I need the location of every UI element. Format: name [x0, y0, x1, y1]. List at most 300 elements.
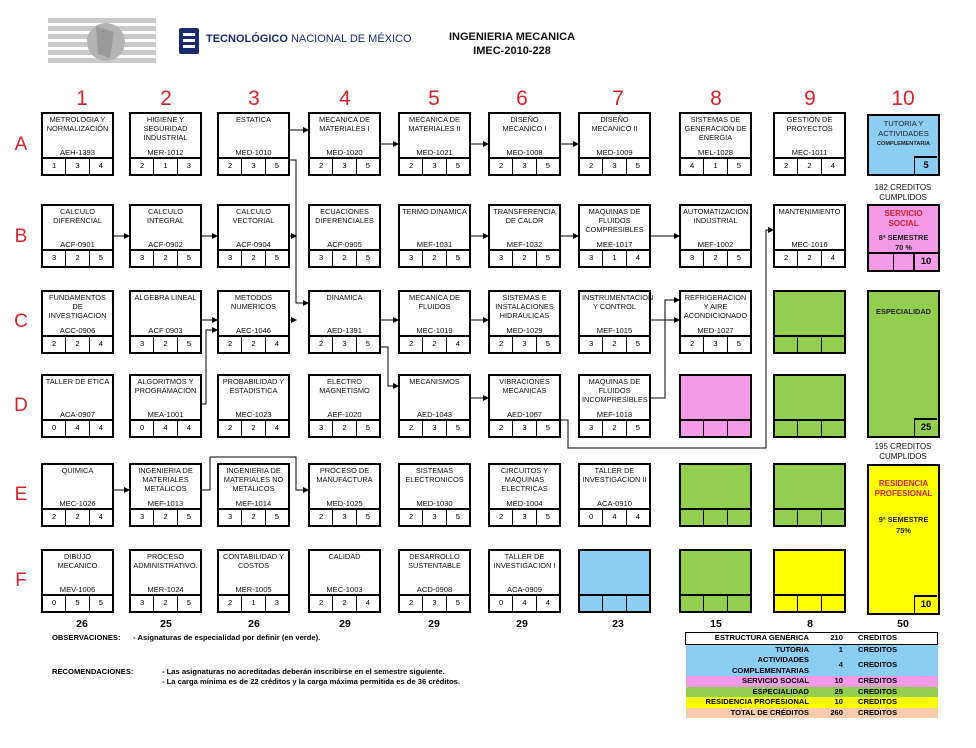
- course-code: MEF-1032: [506, 240, 543, 249]
- course-name: SISTEMAS E INSTALACIONES HIDRAULICAS: [495, 293, 554, 320]
- credit-cell: 2: [242, 251, 265, 266]
- course-credits: [43, 419, 112, 436]
- credit-cell: 2: [310, 596, 333, 611]
- placeholder-box-green: [679, 463, 752, 527]
- course-c5: [398, 290, 471, 354]
- course-e6: [488, 463, 561, 527]
- course-code: MED-1025: [326, 499, 363, 508]
- course-name: CALCULO VECTORIAL: [232, 207, 275, 225]
- credit-cell: 3: [219, 510, 242, 525]
- course-credits: [131, 419, 200, 436]
- course-credits: [580, 419, 649, 436]
- course-code: MED-1027: [697, 326, 734, 335]
- credit-cell: 2: [154, 251, 177, 266]
- course-code: MEF-1002: [697, 240, 734, 249]
- course-name: TERMO DINAMICA: [402, 207, 467, 216]
- credit-cell: 3: [310, 251, 333, 266]
- course-name: HIGIENE Y SEGURIDAD INDUSTRIAL: [143, 115, 188, 142]
- course-name: PROCESO DE MANUFACTURA: [316, 466, 373, 484]
- credit-cell: 2: [154, 337, 177, 352]
- credit-cell: 3: [274, 598, 279, 607]
- course-credits: [775, 249, 844, 266]
- credit-cell: 4: [98, 512, 103, 521]
- course-name: METODOS NUMERICOS: [230, 293, 277, 311]
- course-credits: [580, 249, 649, 266]
- course-code: MEC-1003: [326, 585, 363, 594]
- course-c1: [41, 290, 114, 354]
- course-d7: [578, 374, 651, 438]
- credit-cell: 3: [131, 251, 154, 266]
- credit-cell: 1: [43, 159, 66, 174]
- credit-cell: 4: [830, 161, 835, 170]
- servicio-pct: 70 %: [895, 243, 912, 252]
- course-name: INGENIERIA DE MATERIALES NO METALICOS: [223, 466, 284, 493]
- semester-number-8: 8: [710, 87, 722, 110]
- credit-cell: 3: [423, 159, 446, 174]
- course-code: ACA-0909: [506, 585, 543, 594]
- credit-cell: 2: [66, 510, 89, 525]
- summary-value: 210: [830, 633, 843, 642]
- credit-cell: 5: [736, 161, 741, 170]
- credit-cell: 5: [545, 339, 550, 348]
- credit-cell: 4: [455, 339, 460, 348]
- course-credits: [490, 335, 559, 352]
- course-code: MEF-1014: [235, 499, 272, 508]
- course-code: ACF-0905: [327, 240, 362, 249]
- summary-label: SERVICIO SOCIAL: [742, 676, 809, 685]
- course-name: MECANICA DE MATERIALES II: [408, 115, 461, 133]
- course-credits: [580, 335, 649, 352]
- row-letter-d: D: [14, 395, 28, 416]
- summary-row: [686, 644, 938, 655]
- credit-cell: 5: [455, 253, 460, 262]
- summary-label: TUTORIA: [775, 644, 809, 654]
- course-name: DESARROLLO SUSTENTABLE: [408, 552, 461, 570]
- credit-cell: 3: [131, 337, 154, 352]
- summary-value: 1: [838, 644, 843, 654]
- semester-total-1: 26: [76, 618, 88, 630]
- credits-summary-table: [685, 632, 938, 718]
- servicio-semestre: 8ª SEMESTRE: [878, 233, 929, 242]
- course-name: ECUACIONES DIFERENCIALES: [315, 207, 374, 225]
- credit-cell: 2: [333, 251, 356, 266]
- course-code: AEH-1393: [59, 148, 96, 157]
- credit-cell: 5: [455, 512, 460, 521]
- servicio-credits: 10: [914, 252, 937, 270]
- course-name: DISEÑO MECANICO II: [591, 115, 638, 133]
- course-name: SISTEMAS DE GENERACION DE ENERGIA: [684, 115, 747, 142]
- course-f5: [398, 549, 471, 613]
- especialidad-label: ESPECIALIDAD: [875, 307, 932, 316]
- course-name: GESTION DE PROYECTOS: [786, 115, 833, 133]
- course-name: CALIDAD: [328, 552, 361, 561]
- course-code: ACC-0906: [59, 326, 96, 335]
- summary-value: 10: [834, 697, 843, 706]
- credit-cell: 3: [513, 421, 536, 436]
- course-name: DIBUJO MECANICO: [57, 552, 98, 570]
- semester-total-7: 23: [612, 618, 624, 630]
- credit-cell: 0: [580, 510, 603, 525]
- credit-cell: 3: [513, 159, 536, 174]
- course-name: AUTOMATIZACION INDUSTRIAL: [683, 207, 749, 225]
- course-credits: [310, 419, 379, 436]
- especialidad-box: [867, 290, 940, 438]
- summary-unit: CREDITOS: [858, 697, 898, 706]
- credit-cell: 5: [186, 598, 191, 607]
- credit-cell: 5: [365, 339, 370, 348]
- course-code: MED-1010: [235, 148, 272, 157]
- course-name: DINAMICA: [326, 293, 363, 302]
- credit-cell: 3: [423, 596, 446, 611]
- semester-number-7: 7: [612, 87, 624, 110]
- credit-cell: 3: [186, 161, 191, 170]
- summary-unit: CREDITOS: [858, 633, 898, 642]
- credit-cell: 4: [154, 421, 177, 436]
- course-code: ACD-0908: [416, 585, 453, 594]
- course-a1: [41, 112, 114, 176]
- course-code: MEF-1013: [147, 499, 184, 508]
- credit-cell: 3: [704, 337, 727, 352]
- credit-cell: 5: [365, 512, 370, 521]
- course-name: INGENIERIA DE MATERIALES METALICOS: [138, 466, 193, 493]
- credit-cell: 4: [274, 339, 279, 348]
- residencia-label: RESIDENCIA PROFESIONAL: [874, 479, 933, 498]
- course-credits: [131, 249, 200, 266]
- credits-note-182: 182 CREDITOS CUMPLIDOS: [874, 183, 932, 202]
- semester-number-10: 10: [891, 87, 915, 110]
- credit-cell: 2: [154, 596, 177, 611]
- credit-cell: 1: [154, 159, 177, 174]
- course-code: MEF-1031: [416, 240, 453, 249]
- course-credits: [580, 157, 649, 174]
- placeholder-box-green: [773, 290, 846, 354]
- course-code: MED-1030: [416, 499, 453, 508]
- credit-cell: 5: [186, 253, 191, 262]
- course-credits: [219, 594, 288, 611]
- course-credits: [43, 335, 112, 352]
- credit-cell: 3: [580, 421, 603, 436]
- course-a3: [217, 112, 290, 176]
- semester-number-4: 4: [339, 87, 351, 110]
- semester-number-5: 5: [428, 87, 440, 110]
- summary-unit: CREDITOS: [858, 644, 898, 654]
- course-c4: [308, 290, 381, 354]
- course-credits: [131, 335, 200, 352]
- summary-label: RESIDENCIA PROFESIONAL: [705, 697, 809, 706]
- course-credits: [400, 419, 469, 436]
- course-credits: [400, 157, 469, 174]
- tutoria-box: [867, 114, 940, 176]
- credit-cell: 4: [98, 339, 103, 348]
- summary-row: [686, 697, 938, 708]
- credit-cell: 4: [830, 253, 835, 262]
- course-credits: [43, 249, 112, 266]
- summary-value: 4: [838, 660, 843, 670]
- credit-cell: 1: [704, 159, 727, 174]
- course-a9: [773, 112, 846, 176]
- course-credits: [43, 157, 112, 174]
- course-credits: [219, 249, 288, 266]
- credit-cell: 3: [66, 159, 89, 174]
- credit-cell: 2: [513, 251, 536, 266]
- page-title: INGENIERIA MECANICA: [448, 31, 576, 43]
- placeholder-box-green: [679, 549, 752, 613]
- course-credits: [310, 157, 379, 174]
- course-code: MED-1004: [506, 499, 543, 508]
- course-credits: [219, 419, 288, 436]
- course-credits: [219, 508, 288, 525]
- credit-cell: 3: [43, 251, 66, 266]
- course-code: MEC-1016: [791, 240, 828, 249]
- course-d1: [41, 374, 114, 438]
- course-name: ALGORITMOS Y PROGRAMACION: [134, 377, 197, 395]
- course-name: CALCULO DIFERENCIAL: [53, 207, 102, 225]
- course-f4: [308, 549, 381, 613]
- course-credits: [681, 157, 750, 174]
- placeholder-box-yellow: [773, 549, 846, 613]
- arrow-a3-c4: [290, 160, 308, 303]
- course-code: MER-1012: [147, 148, 184, 157]
- credit-cell: 0: [43, 421, 66, 436]
- course-name: PROCESO ADMINISTRATIVO.: [133, 552, 198, 570]
- course-credits: [131, 157, 200, 174]
- course-d3: [217, 374, 290, 438]
- course-credits: [219, 335, 288, 352]
- credit-cell: 2: [603, 421, 626, 436]
- course-name: FUNDAMENTOS DE INVESTIGACION: [48, 293, 107, 320]
- credit-cell: 3: [423, 510, 446, 525]
- credit-cell: 3: [219, 251, 242, 266]
- course-name: VIBRACIONES MECANICAS: [499, 377, 550, 395]
- course-code: MED-1020: [326, 148, 363, 157]
- credit-cell: 2: [242, 337, 265, 352]
- course-name: CONTABILIDAD Y COSTOS: [223, 552, 284, 570]
- credit-cell: 5: [455, 423, 460, 432]
- course-name: PROBABILIDAD Y ESTADISTICA: [222, 377, 285, 395]
- course-code: MEL-1028: [697, 148, 734, 157]
- credit-cell: 2: [310, 337, 333, 352]
- placeholder-box-blue: [578, 549, 651, 613]
- course-name: MANTENIMIENTO: [778, 207, 841, 216]
- placeholder-box-pink: [679, 374, 752, 438]
- course-code: MEF-1015: [596, 326, 633, 335]
- credit-cell: 4: [274, 423, 279, 432]
- credit-cell: 4: [513, 596, 536, 611]
- semester-total-4: 29: [339, 618, 351, 630]
- credit-cell: 3: [580, 251, 603, 266]
- course-code: ACF 0903: [148, 326, 183, 335]
- semester-total-6: 29: [516, 618, 528, 630]
- row-letter-f: F: [15, 570, 27, 591]
- credit-cell: 5: [545, 423, 550, 432]
- course-credits: [131, 594, 200, 611]
- summary-unit: CREDITOS: [858, 707, 898, 717]
- credit-cell: 2: [219, 337, 242, 352]
- course-name: INSTRUMENTACION Y CONTROL: [582, 293, 654, 311]
- course-credits: [219, 157, 288, 174]
- credit-cell: 5: [545, 512, 550, 521]
- course-credits: [400, 335, 469, 352]
- credit-cell: 2: [704, 251, 727, 266]
- course-credits: [490, 594, 559, 611]
- credit-cell: 5: [455, 598, 460, 607]
- summary-unit: CREDITOS: [858, 686, 898, 696]
- course-code: MER-1024: [147, 585, 184, 594]
- course-name: MAQUINAS DE FLUIDOS COMPRESIBLES: [585, 207, 644, 234]
- course-credits: [681, 249, 750, 266]
- credit-cell: 2: [333, 596, 356, 611]
- placeholder-box-green: [773, 463, 846, 527]
- credit-cell: 5: [66, 596, 89, 611]
- course-f1: [41, 549, 114, 613]
- row-letter-e: E: [14, 484, 28, 505]
- credit-cell: 5: [98, 253, 103, 262]
- course-credits: [681, 335, 750, 352]
- course-code: MED-1008: [506, 148, 543, 157]
- course-a4: [308, 112, 381, 176]
- semester-total-10: 50: [897, 618, 909, 630]
- course-name: REFRIGERACION Y AIRE ACONDICIONADO: [683, 293, 748, 320]
- credit-cell: 2: [423, 251, 446, 266]
- course-code: MEE-1017: [596, 240, 633, 249]
- course-code: AED-1043: [416, 410, 453, 419]
- credit-cell: 2: [400, 159, 423, 174]
- course-c7: [578, 290, 654, 354]
- course-a7: [578, 112, 651, 176]
- course-code: ACF-0901: [60, 240, 95, 249]
- course-name: TRANSFERENCIA DE CALOR: [493, 207, 556, 225]
- credit-cell: 2: [131, 159, 154, 174]
- credit-cell: 5: [98, 598, 103, 607]
- course-code: ACF-0904: [236, 240, 271, 249]
- credit-cell: 5: [635, 423, 640, 432]
- credit-cell: 5: [635, 339, 640, 348]
- course-credits: [310, 508, 379, 525]
- summary-label: ESPECIALIDAD: [752, 686, 809, 696]
- credit-cell: 5: [545, 253, 550, 262]
- course-code: MEC-1011: [791, 148, 828, 157]
- semester-total-3: 26: [248, 618, 260, 630]
- summary-label: TOTAL DE CRÉDITOS: [730, 707, 809, 717]
- course-code: ACF-0902: [148, 240, 183, 249]
- credit-cell: 2: [242, 510, 265, 525]
- course-a8: [679, 112, 752, 176]
- course-c2: [129, 290, 202, 354]
- row-letter-c: C: [14, 311, 28, 332]
- summary-label: ESTRUCTURA GENÉRICA: [714, 633, 809, 642]
- course-name: MECANICA DE MATERIALES I: [319, 115, 370, 133]
- tutoria-credits: 5: [914, 156, 937, 174]
- credit-cell: 5: [736, 339, 741, 348]
- row-letter-b: B: [14, 226, 28, 247]
- semester-total-5: 29: [428, 618, 440, 630]
- summary-row: [686, 676, 938, 687]
- course-credits: [775, 157, 844, 174]
- credit-cell: 2: [603, 337, 626, 352]
- credit-cell: 2: [400, 421, 423, 436]
- course-code: ACA-0910: [596, 499, 633, 508]
- semester-total-8: 15: [710, 618, 722, 630]
- course-c3: [217, 290, 290, 354]
- credit-cell: 4: [98, 423, 103, 432]
- credits-note-195: 195 CREDITOS CUMPLIDOS: [874, 442, 932, 461]
- course-credits: [400, 508, 469, 525]
- course-d2: [129, 374, 202, 438]
- summary-unit: CREDITOS: [858, 676, 898, 685]
- course-f6: [488, 549, 561, 613]
- course-name: QUIMICA: [61, 466, 94, 475]
- course-e4: [308, 463, 381, 527]
- course-credits: [43, 508, 112, 525]
- credit-cell: 3: [513, 510, 536, 525]
- credit-cell: 5: [186, 512, 191, 521]
- credit-cell: 0: [43, 596, 66, 611]
- credit-cell: 2: [775, 251, 798, 266]
- course-a5: [398, 112, 471, 176]
- course-b4: [308, 204, 381, 268]
- course-b5: [398, 204, 471, 268]
- course-name: TALLER DE INVESTIGACION I: [493, 552, 556, 570]
- course-name: ALGEBRA LINEAL: [134, 293, 197, 302]
- course-code: AEF-1020: [327, 410, 362, 419]
- institution-name: TECNOLÓGICO NACIONAL DE MÉXICO: [206, 33, 412, 45]
- course-credits: [490, 419, 559, 436]
- course-credits: [310, 594, 379, 611]
- course-e1: [41, 463, 114, 527]
- credit-cell: 2: [580, 159, 603, 174]
- placeholder-box-green: [773, 374, 846, 438]
- course-code: MED-1021: [416, 148, 453, 157]
- credit-cell: 3: [580, 337, 603, 352]
- credit-cell: 2: [490, 510, 513, 525]
- course-code: MEV-1006: [59, 585, 96, 594]
- credit-cell: 3: [423, 421, 446, 436]
- semester-number-6: 6: [516, 87, 528, 110]
- plan-code: IMEC-2010-228: [473, 45, 551, 57]
- course-b6: [488, 204, 561, 268]
- course-credits: [490, 157, 559, 174]
- row-letter-a: A: [14, 134, 28, 155]
- credit-cell: 3: [333, 337, 356, 352]
- course-code: AEC-1046: [235, 326, 272, 335]
- summary-unit: CREDITOS: [858, 660, 898, 670]
- credit-cell: 3: [603, 159, 626, 174]
- credit-cell: 2: [219, 596, 242, 611]
- residencia-credits: 10: [914, 595, 937, 613]
- course-e5: [398, 463, 471, 527]
- course-code: MED-1009: [596, 148, 633, 157]
- course-code: MEC-1023: [235, 410, 272, 419]
- credit-cell: 0: [490, 596, 513, 611]
- credit-cell: 2: [400, 596, 423, 611]
- course-a2: [129, 112, 202, 176]
- credit-cell: 2: [681, 337, 704, 352]
- summary-value: 260: [830, 707, 843, 717]
- semester-number-9: 9: [804, 87, 816, 110]
- course-name: METROLOGIA Y NORMALIZACIÓN: [46, 115, 109, 133]
- credit-cell: 3: [490, 251, 513, 266]
- credit-cell: 3: [242, 159, 265, 174]
- credit-cell: 1: [242, 596, 265, 611]
- residencia-box: [867, 464, 940, 615]
- credit-cell: 3: [131, 596, 154, 611]
- course-name: TALLER DE ETICA: [45, 377, 110, 386]
- credit-cell: 2: [242, 421, 265, 436]
- summary-row: [686, 708, 938, 719]
- course-e7: [578, 463, 651, 527]
- credit-cell: 4: [98, 161, 103, 170]
- course-name: CALCULO INTEGRAL: [147, 207, 184, 225]
